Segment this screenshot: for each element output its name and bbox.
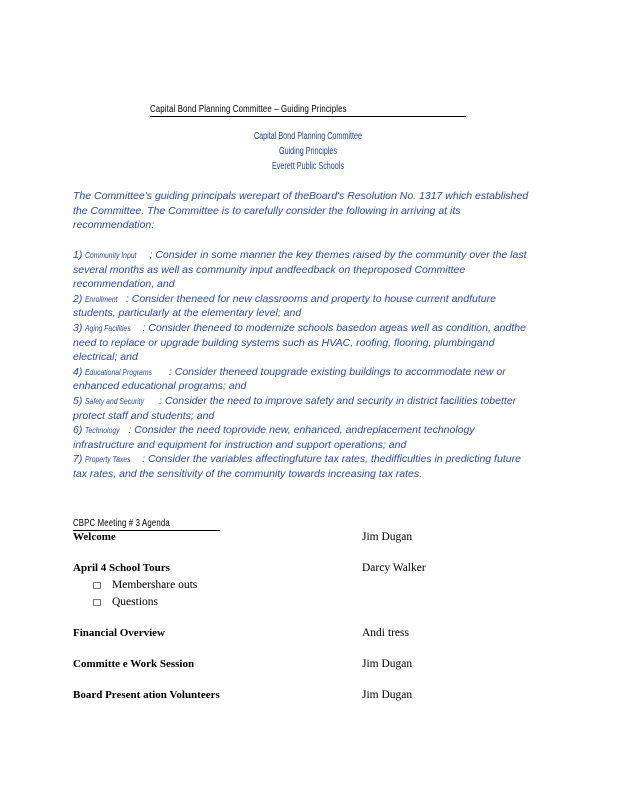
principle-number: 5) [73,394,83,407]
principle-tag: Enrollment [85,293,118,304]
principle-text: : Consider the need toprovide new, enhanced, andreplacement technology infrastructure and equipment for instruction and support operations; and [73,424,475,451]
agenda-item-presenter: Jim Dugan [362,658,413,670]
agenda-item-title: Board Present ation Volunteers [73,689,220,701]
agenda-item-presenter: Jim Dugan [362,689,413,701]
document-title: Capital Bond Planning Committee – Guiding Principles [150,104,347,115]
bullet-icon [93,582,101,588]
principle-number: 1) [73,249,83,261]
principle-number: 4) [73,365,83,378]
principle-text: : Consider theneed for new classrooms and property to house current andfuture students, particularly at the elementary level; and [73,292,496,320]
principle-item [73,292,533,321]
principle-tag: Educational Programs [85,366,153,377]
principle-item [73,394,533,423]
agenda-bullet [90,579,197,591]
agenda-item-title: April 4 School Tours [73,562,170,574]
subheader-line-1: Capital Bond Planning Committee [253,131,363,142]
principles-list [73,248,533,482]
agenda-heading: CBPC Meeting # 3 Agenda [73,518,170,529]
principle-item [73,365,533,394]
agenda-item-presenter: Jim Dugan [362,531,413,543]
agenda-item-title: Financial Overview [73,627,165,639]
principle-tag: Safety and Security [85,395,145,406]
principle-number: 6) [73,424,83,437]
subheader-line-2: Guiding Principles [278,146,338,157]
principle-number: 3) [73,321,83,334]
principle-tag: Aging Facilities [85,322,132,333]
principle-text: : Consider the variables affectingfuture tax rates, thedifficulties in predicting future tax rates, and the sensitivity of the community towards increasing tax rates. [73,453,521,480]
principle-text: : Consider the need to improve safety and security in district facilities tobetter protect staff and students; and [73,394,517,422]
principle-item [73,248,533,292]
agenda-item-presenter: Andi tress [362,627,409,639]
principle-item [73,423,533,452]
principle-tag: Community Input [85,250,137,260]
principle-text: ; Consider in some manner the key themes raised by the community over the last several months as well as community input andfeedback on theproposed Committee recommendation, and [73,249,527,291]
principle-text: : Consider theneed toupgrade existing buildings to accommodate new or enhanced educational programs; and [73,365,506,393]
agenda-item-presenter: Darcy Walker [362,562,426,574]
agenda-item-title: Welcome [73,531,116,543]
principle-number: 7) [73,453,83,466]
principle-item [73,452,533,481]
principle-item [73,321,533,365]
intro-paragraph [73,189,533,233]
principle-number: 2) [73,292,83,305]
principle-text: : Consider theneed to modernize schools basedon ageas well as condition, andthe need to replace or upgrade building systems such as HVAC, roofing, flooring, plumbingand electrical; and [73,321,526,364]
principle-tag: Property Taxes [85,454,131,465]
title-underline [150,116,466,117]
agenda-bullet [90,596,158,608]
intro-text: The Committee's guiding principals werepart of theBoard's Resolution No. 1317 which established the Committee. The Committee is to carefully consider the following in arriving at its recommendation: [73,190,529,232]
agenda-item-title: Committe e Work Session [73,658,195,670]
bullet-icon [93,599,101,605]
subheader-line-3: Everett Public Schools [271,161,345,172]
bullet-text: Membershare outs [112,579,198,591]
bullet-text: Questions [112,596,158,608]
principle-tag: Technology [85,425,120,436]
